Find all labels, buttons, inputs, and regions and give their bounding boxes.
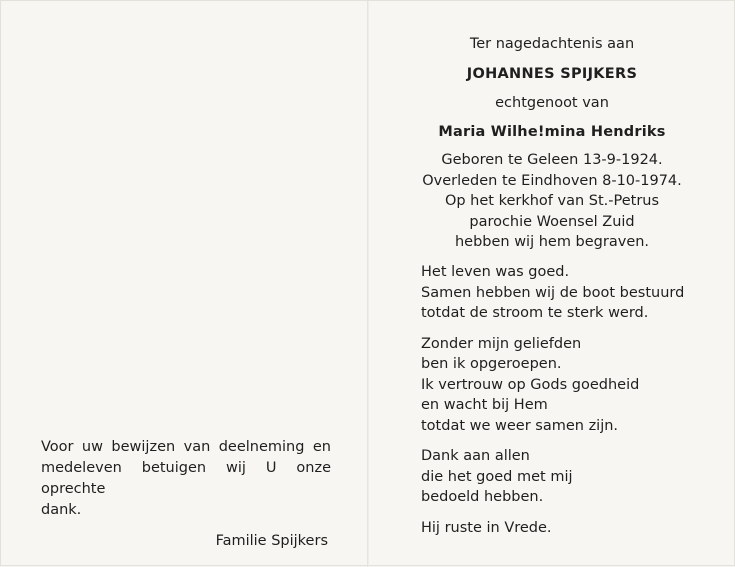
poem-stanza	[421, 446, 721, 508]
thanks-line: dank.	[41, 502, 82, 518]
poem-line: die het goed met mij	[421, 468, 573, 485]
poem-line: Ik vertrouw op Gods goedheid	[421, 376, 640, 393]
poem-line: Zonder mijn geliefden	[421, 335, 582, 352]
family-signature: Familie Spijkers	[215, 533, 328, 549]
spouse-label: echtgenoot van	[495, 95, 609, 111]
thanks-line: medeleven betuigen wij U onze oprechte	[41, 460, 331, 497]
left-panel	[41, 437, 331, 552]
poem	[421, 262, 721, 538]
memorial-intro: Ter nagedachtenis aan	[469, 36, 635, 52]
detail-line: parochie Woensel Zuid	[469, 213, 635, 230]
poem-line: totdat we weer samen zijn.	[421, 417, 619, 434]
poem-line: Samen hebben wij de boot bestuurd	[421, 284, 685, 301]
poem-line: ben ik opgeroepen.	[421, 356, 562, 372]
poem-stanza	[421, 262, 721, 324]
card-fold-line	[367, 1, 369, 567]
poem-line: en wacht bij Hem	[421, 397, 548, 413]
poem-stanza	[421, 334, 721, 437]
detail-line: hebben wij hem begraven.	[454, 234, 650, 250]
detail-line: Op het kerkhof van St.-Petrus	[444, 193, 660, 209]
closing-line: Hij ruste in Vrede.	[421, 519, 552, 536]
detail-line: Overleden te Eindhoven 8-10-1974.	[422, 172, 682, 189]
spouse-name: Maria Wilhe!mina Hendriks	[438, 124, 666, 140]
poem-line: totdat de stroom te sterk werd.	[421, 305, 649, 321]
detail-line: Geboren te Geleen 13-9-1924.	[441, 152, 663, 168]
thanks-text	[41, 437, 331, 521]
poem-line: Het leven was goed.	[421, 264, 570, 280]
thanks-line: Voor uw bewijzen van deelneming en	[41, 439, 331, 455]
deceased-name: JOHANNES SPIJKERS	[466, 66, 638, 82]
poem-line: Dank aan allen	[421, 448, 530, 464]
right-panel	[401, 34, 703, 536]
poem-line: bedoeld hebben.	[421, 489, 544, 505]
life-details	[401, 150, 703, 253]
